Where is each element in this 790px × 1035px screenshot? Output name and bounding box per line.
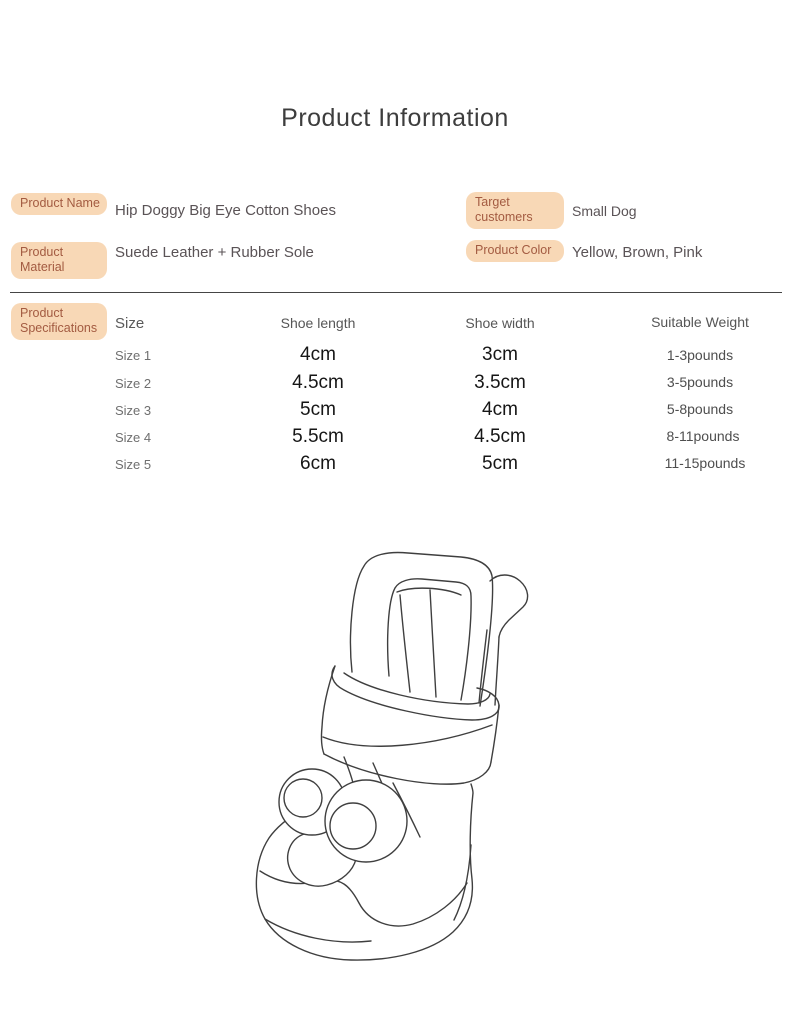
spec-row-size: Size 2 xyxy=(115,376,152,391)
spec-row-length: 6cm xyxy=(300,453,336,474)
spec-row-length: 4cm xyxy=(300,344,336,365)
spec-row-weight: 11-15pounds xyxy=(664,455,746,471)
spec-row-size: Size 1 xyxy=(115,348,152,363)
spec-row-size: Size 3 xyxy=(115,403,152,418)
spec-row-weight: 5-8pounds xyxy=(666,401,734,417)
spec-row-size: Size 4 xyxy=(115,430,152,445)
col-header-size: Size xyxy=(115,315,145,332)
col-header-shoe-length: Shoe length xyxy=(280,315,356,331)
spec-row-size: Size 5 xyxy=(115,457,152,472)
dog-boot-line-drawing-icon xyxy=(240,540,570,970)
label-product-name: Product Name xyxy=(11,193,107,215)
spec-row-length: 4.5cm xyxy=(292,372,344,393)
value-product-color: Yellow, Brown, Pink xyxy=(572,244,703,261)
spec-row-weight: 8-11pounds xyxy=(666,428,740,444)
spec-row-width: 3.5cm xyxy=(474,372,526,393)
spec-row-weight: 1-3pounds xyxy=(666,347,734,363)
spec-row-weight: 3-5pounds xyxy=(666,374,734,390)
value-target-customers: Small Dog xyxy=(572,203,637,219)
spec-row-width: 4cm xyxy=(482,399,518,420)
spec-row-width: 5cm xyxy=(482,453,518,474)
value-product-name: Hip Doggy Big Eye Cotton Shoes xyxy=(115,202,336,219)
spec-row-width: 4.5cm xyxy=(474,426,526,447)
col-header-suitable-weight: Suitable Weight xyxy=(651,314,749,330)
value-product-material: Suede Leather + Rubber Sole xyxy=(115,244,314,261)
label-product-material: Product Material xyxy=(11,242,107,279)
col-header-shoe-width: Shoe width xyxy=(465,315,535,331)
section-divider xyxy=(10,292,782,293)
label-product-specifications: Product Specifications xyxy=(11,303,107,340)
spec-row-length: 5.5cm xyxy=(292,426,344,447)
label-target-customers: Target customers xyxy=(466,192,564,229)
page-title: Product Information xyxy=(281,104,509,132)
spec-row-width: 3cm xyxy=(482,344,518,365)
label-product-color: Product Color xyxy=(466,240,564,262)
spec-row-length: 5cm xyxy=(300,399,336,420)
